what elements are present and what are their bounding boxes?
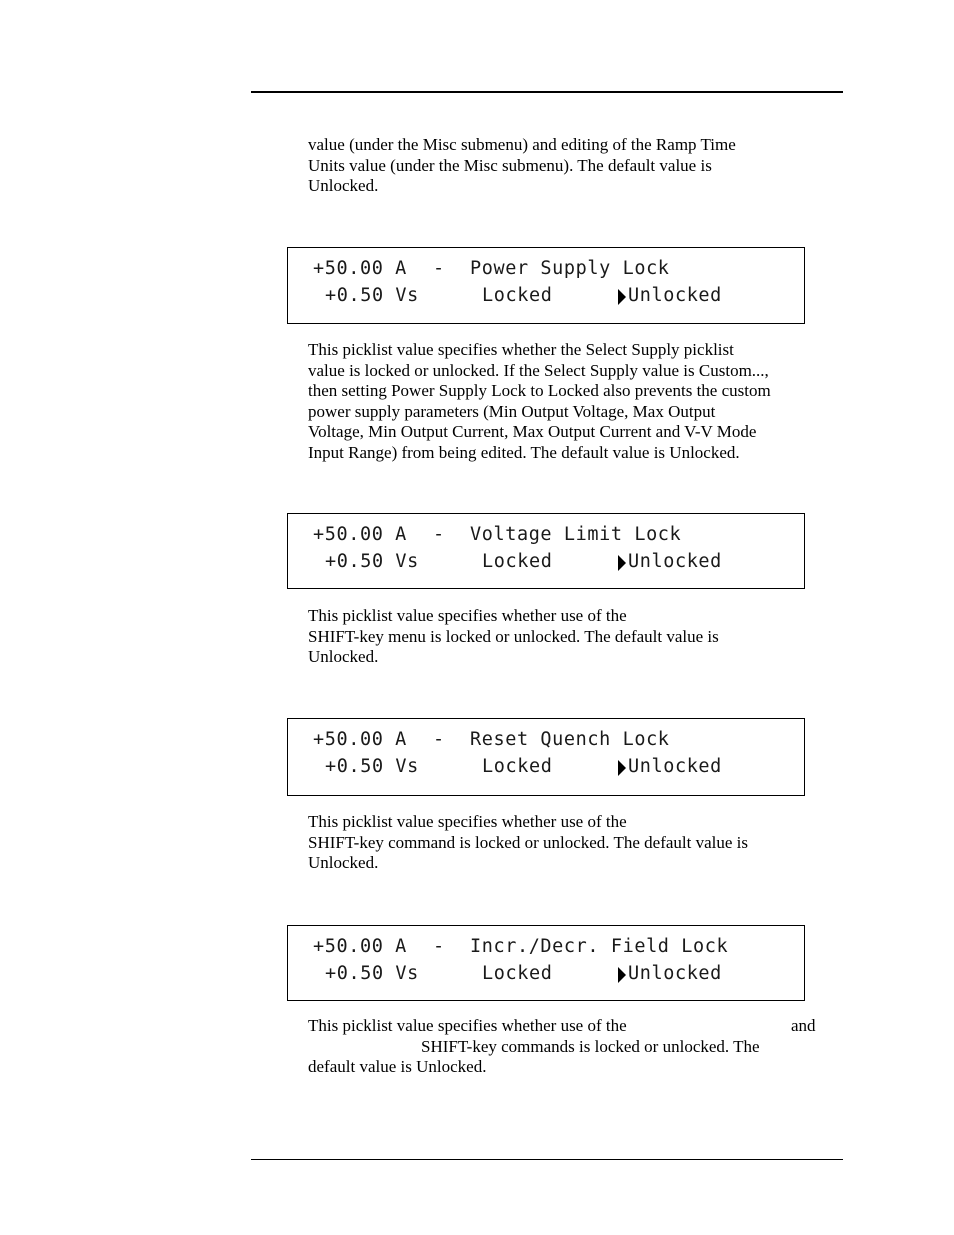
lcd-row-top: [288, 524, 804, 548]
lcd-separator: -: [433, 524, 445, 545]
text-line: SHIFT-key menu is locked or unlocked. The default value is: [308, 626, 719, 646]
text-line: Unlocked.: [308, 647, 379, 666]
lcd-current: +50.00 A: [313, 258, 407, 279]
text-line: Voltage, Min Output Current, Max Output Current and V-V Mode: [308, 422, 757, 441]
lcd-row-bottom: [288, 756, 804, 780]
header-rule: [251, 91, 843, 93]
lcd-title: Incr./Decr. Field Lock: [470, 936, 729, 957]
lcd-option-unlocked: Unlocked: [628, 963, 722, 984]
lcd-row-bottom: [288, 285, 804, 309]
text-line: This picklist value specifies whether use of the: [308, 1016, 627, 1035]
cursor-arrow-icon: [618, 760, 626, 776]
lcd-option-locked: Locked: [482, 756, 553, 777]
lcd-title: Reset Quench Lock: [470, 729, 670, 750]
lcd-separator: -: [433, 936, 445, 957]
cursor-arrow-icon: [618, 555, 626, 571]
text-line: value is locked or unlocked. If the Select Supply value is Custom...,: [308, 360, 769, 380]
text-line: This picklist value specifies whether use of the: [308, 812, 627, 831]
description-power-supply-lock: [308, 340, 843, 463]
lcd-option-locked: Locked: [482, 963, 553, 984]
lcd-display-power-supply-lock: [287, 247, 805, 324]
lcd-option-locked: Locked: [482, 285, 553, 306]
lcd-option-unlocked: Unlocked: [628, 285, 722, 306]
text-line: This picklist value specifies whether the Select Supply picklist: [308, 340, 734, 359]
text-line: SHIFT-key commands is locked or unlocked. The: [421, 1036, 760, 1056]
lcd-separator: -: [433, 729, 445, 750]
cursor-arrow-icon: [618, 967, 626, 983]
text-line: value (under the Misc submenu) and editing of the Ramp Time: [308, 135, 736, 154]
lcd-separator: -: [433, 258, 445, 279]
description-reset-quench-lock: [308, 812, 843, 874]
lcd-current: +50.00 A: [313, 524, 407, 545]
intro-paragraph: [308, 135, 843, 197]
lcd-display-incr-decr-field-lock: [287, 925, 805, 1001]
text-line: power supply parameters (Min Output Voltage, Max Output: [308, 401, 716, 421]
text-line: Units value (under the Misc submenu). The default value is: [308, 155, 712, 175]
lcd-title: Power Supply Lock: [470, 258, 670, 279]
cursor-arrow-icon: [618, 289, 626, 305]
lcd-row-bottom: [288, 551, 804, 575]
lcd-option-unlocked: Unlocked: [628, 551, 722, 572]
description-incr-decr-field-lock: [308, 1016, 843, 1078]
lcd-voltage: +0.50 Vs: [325, 963, 419, 984]
lcd-title: Voltage Limit Lock: [470, 524, 682, 545]
lcd-current: +50.00 A: [313, 936, 407, 957]
lcd-option-locked: Locked: [482, 551, 553, 572]
description-voltage-limit-lock: [308, 606, 843, 668]
footer-rule: [251, 1159, 843, 1160]
lcd-voltage: +0.50 Vs: [325, 285, 419, 306]
text-line: Input Range) from being edited. The default value is Unlocked.: [308, 442, 740, 462]
lcd-voltage: +0.50 Vs: [325, 756, 419, 777]
lcd-display-voltage-limit-lock: [287, 513, 805, 589]
lcd-row-top: [288, 258, 804, 282]
lcd-voltage: +0.50 Vs: [325, 551, 419, 572]
text-line: default value is Unlocked.: [308, 1057, 487, 1076]
text-line: then setting Power Supply Lock to Locked also prevents the custom: [308, 381, 771, 400]
text-line: Unlocked.: [308, 176, 379, 195]
lcd-row-bottom: [288, 963, 804, 987]
lcd-display-reset-quench-lock: [287, 718, 805, 796]
text-line: and: [791, 1016, 816, 1035]
lcd-row-top: [288, 936, 804, 960]
lcd-current: +50.00 A: [313, 729, 407, 750]
text-line: SHIFT-key command is locked or unlocked. The default value is: [308, 832, 749, 852]
text-line: This picklist value specifies whether use of the: [308, 606, 627, 625]
lcd-option-unlocked: Unlocked: [628, 756, 722, 777]
lcd-row-top: [288, 729, 804, 753]
text-line: Unlocked.: [308, 853, 379, 872]
